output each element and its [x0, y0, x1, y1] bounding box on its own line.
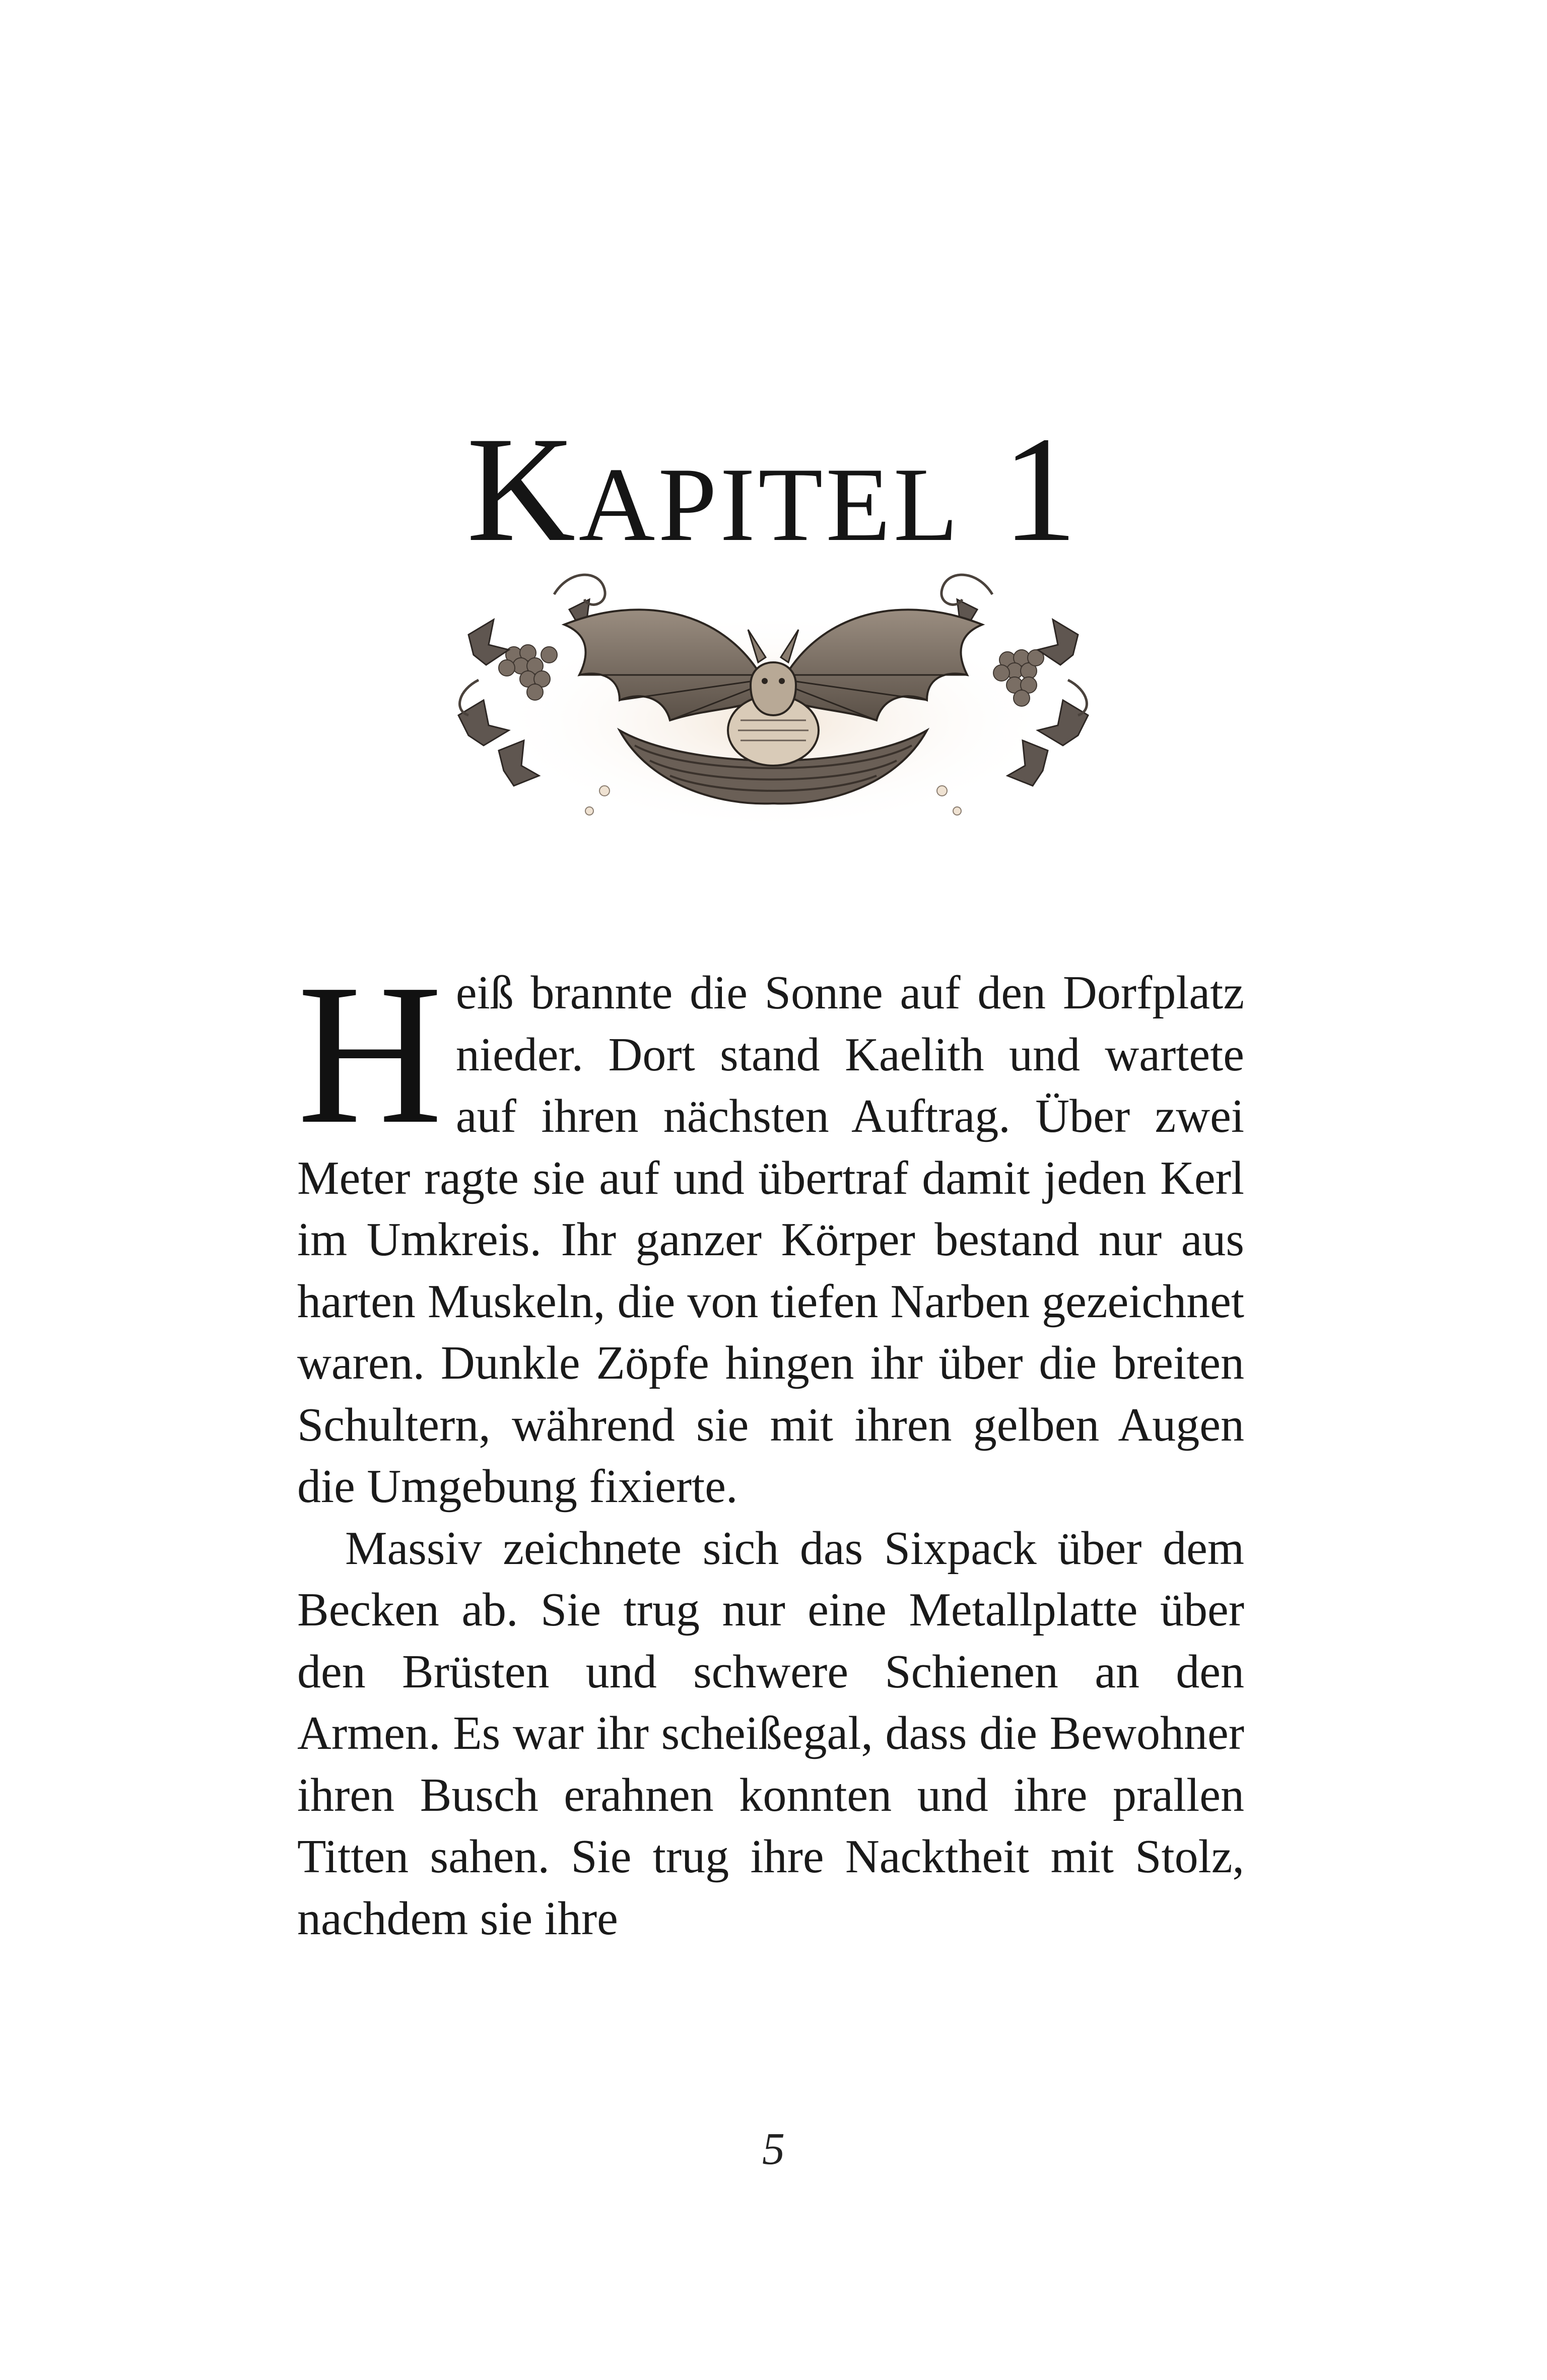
paragraph-1 [297, 962, 1244, 1518]
dragon-with-vines-ornament-icon [438, 549, 1108, 831]
chapter-body [297, 962, 1244, 2010]
paragraph-1-text: eiß brannte die Sonne auf den Dorfplatz nieder. Dort stand Kaelith und wartete auf ihren nächsten Auftrag. Über zwei Meter ragte sie auf und übertraf damit jeden Kerl im Umkreis. Ihr ganzer Körper bestand nur aus harten Muskeln, die von tiefen Narben gezeichnet waren. Dunkle Zöpfe hingen ihr über die breiten Schultern, während sie mit ihren gelben Augen die Umgebung fixierte. [297, 967, 1244, 1513]
chapter-title: Kapitel 1 [466, 405, 1081, 573]
paragraph-2: Massiv zeichnete sich das Sixpack über dem Becken ab. Sie trug nur eine Metallplatte über den Brüsten und schwere Schienen an den Armen. Es war ihr scheißegal, dass die Bewohner ihren Busch erahnen konnten und ihre prallen Titten sahen. Sie trug ihre Nacktheit mit Stolz, nachdem sie ihre [297, 1522, 1244, 1945]
page-number: 5 [762, 2124, 785, 2174]
drop-cap: H [297, 962, 443, 1166]
